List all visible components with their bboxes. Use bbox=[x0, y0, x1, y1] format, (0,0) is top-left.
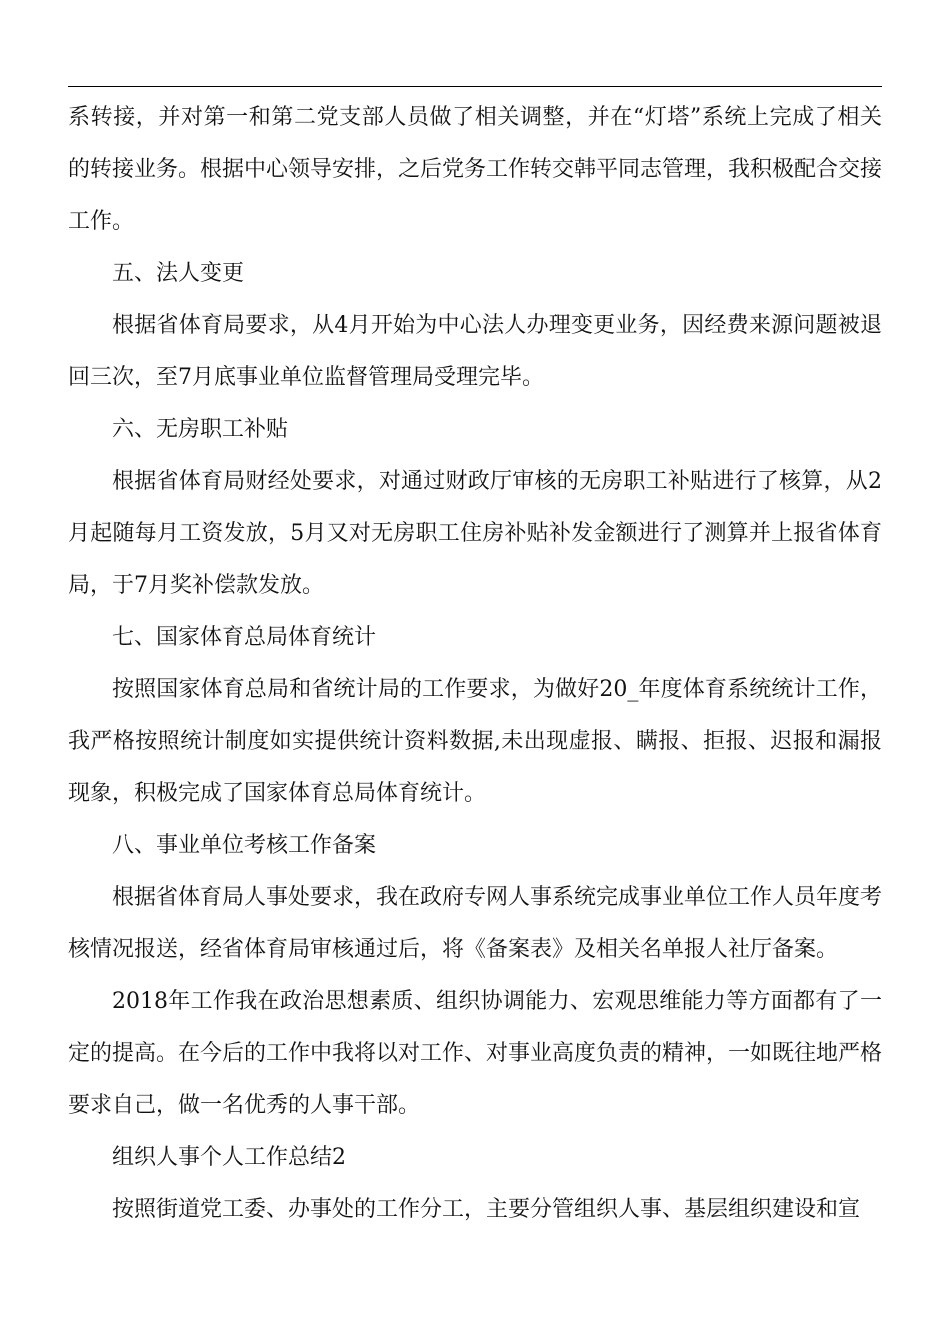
header-rule bbox=[68, 86, 882, 87]
paragraph-sports-statistics: 按照国家体育总局和省统计局的工作要求，为做好20_年度体育系统统计工作，我严格按照统计制度如实提供统计资料数据,未出现虚报、瞒报、拒报、迟报和漏报现象，积极完成了国家体育总局体育统计。 bbox=[68, 677, 882, 806]
paragraph-summary-2018: 2018年工作我在政治思想素质、组织协调能力、宏观思维能力等方面都有了一定的提高。在今后的工作中我将以对工作、对事业高度负责的精神，一如既往地严格要求自己，做一名优秀的人事干部。 bbox=[68, 989, 883, 1118]
section-heading-assessment-filing: 八、事业单位考核工作备案 bbox=[112, 833, 377, 858]
section-heading-sports-statistics: 七、国家体育总局体育统计 bbox=[112, 625, 377, 650]
paragraph-summary-2-intro: 按照街道党工委、办事处的工作分工，主要分管组织人事、基层组织建设和宣 bbox=[112, 1197, 861, 1222]
section-heading-legal-person-change: 五、法人变更 bbox=[112, 261, 245, 286]
section-heading-housing-subsidy: 六、无房职工补贴 bbox=[112, 417, 289, 442]
paragraph-legal-person-change: 根据省体育局要求，从4月开始为中心法人办理变更业务，因经费来源问题被退回三次，至7月底事业单位监督管理局受理完毕。 bbox=[68, 313, 882, 390]
paragraph-continuation: 系转接，并对第一和第二党支部人员做了相关调整，并在“灯塔”系统上完成了相关的转接业务。根据中心领导安排，之后党务工作转交韩平同志管理，我积极配合交接工作。 bbox=[68, 105, 883, 234]
paragraph-housing-subsidy: 根据省体育局财经处要求，对通过财政厅审核的无房职工补贴进行了核算，从2月起随每月工资发放，5月又对无房职工住房补贴补发金额进行了测算并上报省体育局，于7月奖补偿款发放。 bbox=[68, 469, 882, 598]
document-body bbox=[68, 92, 882, 1236]
paragraph-assessment-filing: 根据省体育局人事处要求，我在政府专网人事系统完成事业单位工作人员年度考核情况报送，经省体育局审核通过后，将《备案表》及相关名单报人社厅备案。 bbox=[68, 885, 883, 962]
section-heading-summary-2: 组织人事个人工作总结2 bbox=[112, 1145, 346, 1170]
